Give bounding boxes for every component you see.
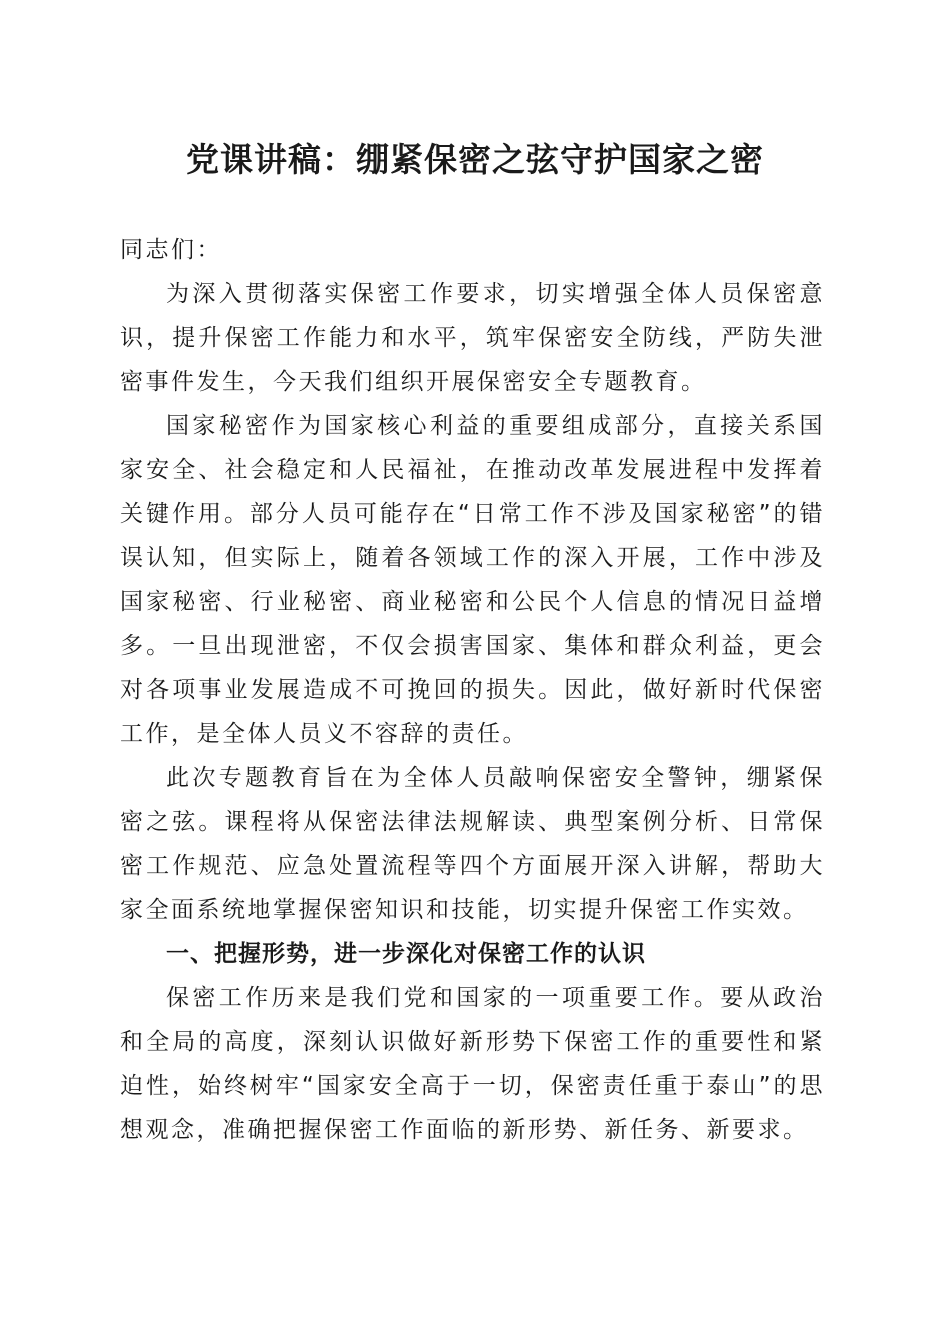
salutation: 同志们： [120, 237, 222, 263]
paragraph-purpose: 此次专题教育旨在为全体人员敲响保密安全警钟，绷紧保密之弦。课程将从保密法律法规解读、典型案例分析、日常保密工作规范、应急处置流程等四个方面展开深入讲解，帮助大家全面系统地掌握保密知识和技能，切实提升保密工作实效。 [120, 765, 825, 923]
section-paragraph: 保密工作历来是我们党和国家的一项重要工作。要从政治和全局的高度，深刻认识做好新形势下保密工作的重要性和紧迫性，始终树牢“国家安全高于一切，保密责任重于泰山”的思想观念，准确把握保密工作面临的新形势、新任务、新要求。 [120, 985, 825, 1143]
document-title: 党课讲稿：绷紧保密之弦守护国家之密 [186, 140, 764, 179]
paragraph-importance: 国家秘密作为国家核心利益的重要组成部分，直接关系国家安全、社会稳定和人民福祉，在推动改革发展进程中发挥着关键作用。部分人员可能存在“日常工作不涉及国家秘密”的错误认知，但实际上，随着各领域工作的深入开展，工作中涉及国家秘密、行业秘密、商业秘密和公民个人信息的情况日益增多。一旦出现泄密，不仅会损害国家、集体和群众利益，更会对各项事业发展造成不可挽回的损失。因此，做好新时代保密工作，是全体人员义不容辞的责任。 [120, 413, 825, 747]
section-heading: 一、把握形势，进一步深化对保密工作的认识 [166, 941, 646, 967]
paragraph-intro: 为深入贯彻落实保密工作要求，切实增强全体人员保密意识，提升保密工作能力和水平，筑牢保密安全防线，严防失泄密事件发生，今天我们组织开展保密安全专题教育。 [120, 281, 825, 395]
document-body [120, 228, 825, 1152]
